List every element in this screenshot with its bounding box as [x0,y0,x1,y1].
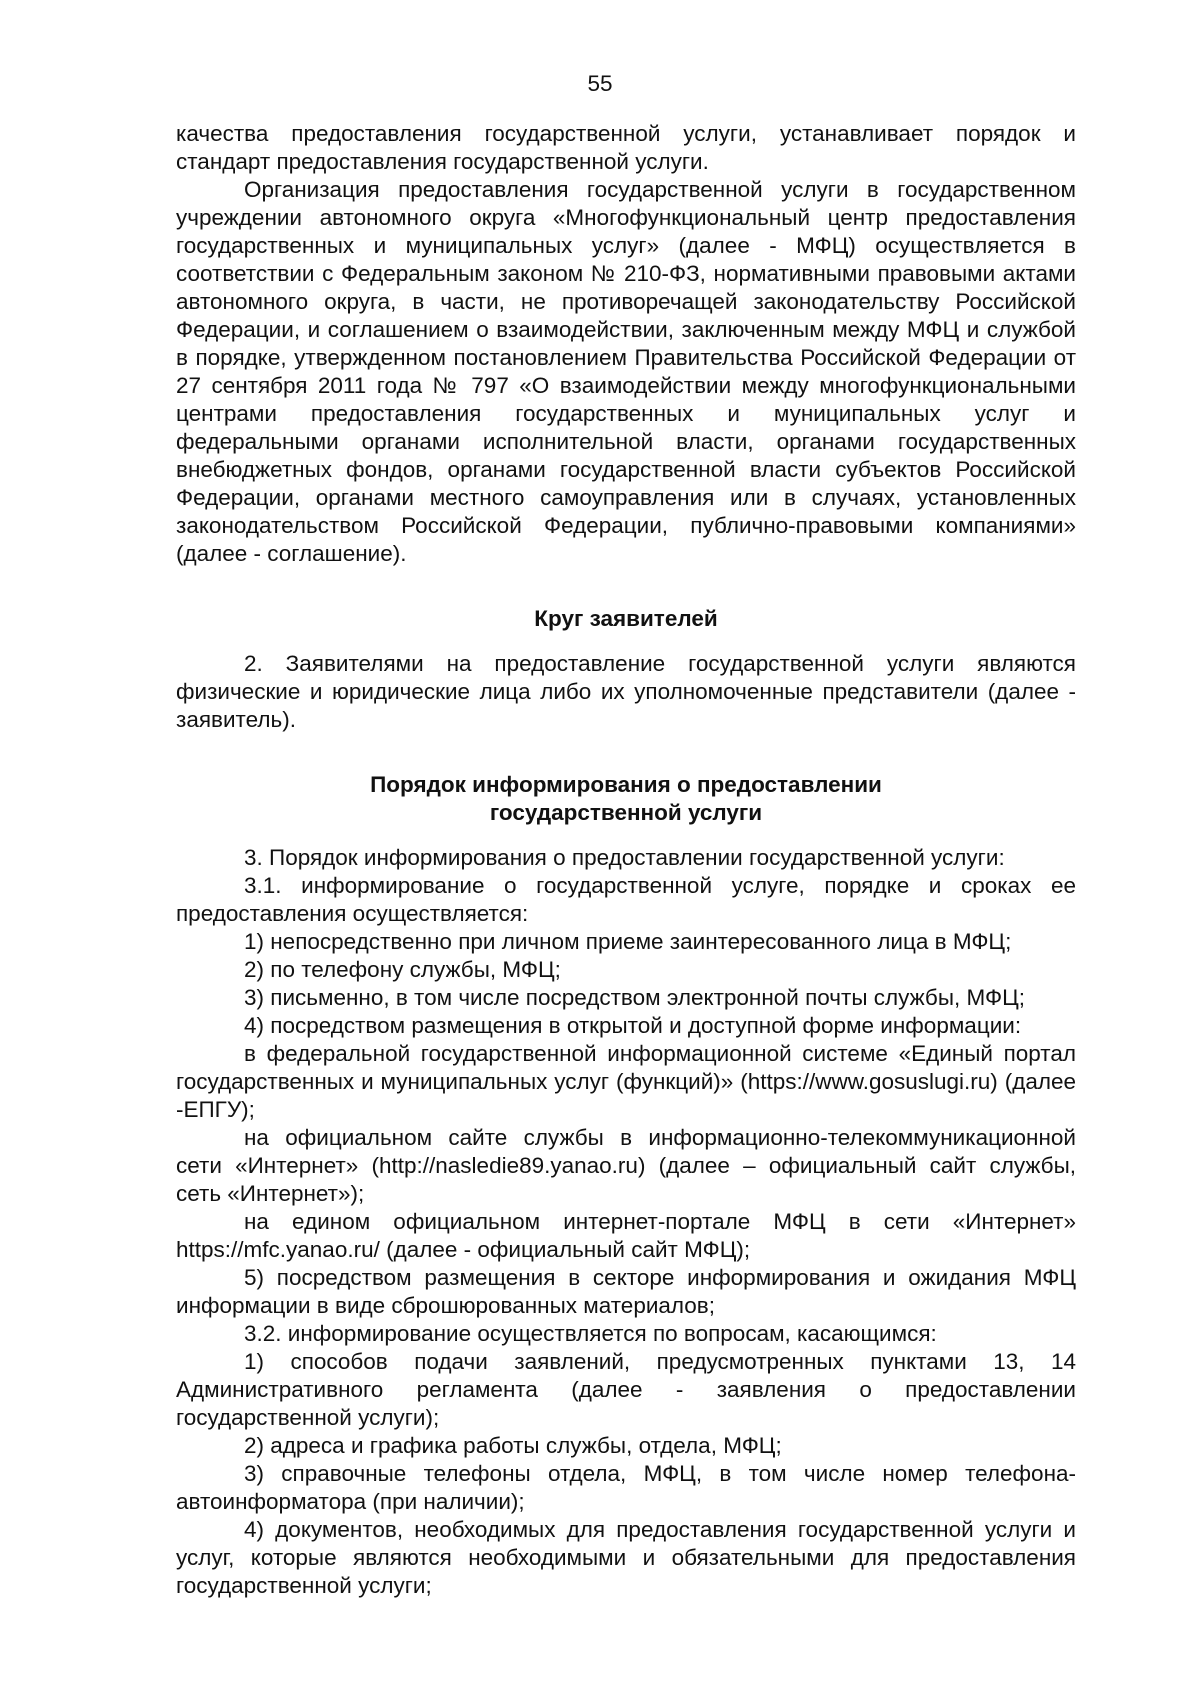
list-item-3-1-3: 3) письменно, в том числе посредством электронной почты службы, МФЦ; [244,985,1025,1010]
list-item-3-1-1: 1) непосредственно при личном приеме заинтересованного лица в МФЦ; [244,929,1012,954]
paragraph-3: 3. Порядок информирования о предоставлении государственной услуги: [244,845,1005,870]
page-number: 55 [587,71,613,96]
paragraph-intro-continuation: качества предоставления государственной услуги, устанавливает порядок и стандарт предоставления государственной услуги. [176,121,1076,174]
list-item-3-1-5: 5) посредством размещения в секторе информирования и ожидания МФЦ информации в виде сброшюрованных материалов; [176,1265,1076,1318]
section-heading-informing-line2: государственной услуги [489,800,763,825]
list-item-3-1-4: 4) посредством размещения в открытой и доступной форме информации: [244,1013,1022,1038]
list-item-epgu: в федеральной государственной информационной системе «Единый портал государственных и муниципальных услуг (функций)» (https://www.gosuslugi.ru) (далее -ЕПГУ); [176,1041,1076,1122]
section-heading-applicants: Круг заявителей [534,606,718,631]
page-content [176,120,1076,1600]
list-item-3-2-2: 2) адреса и графика работы службы, отдела, МФЦ; [244,1433,782,1458]
list-item-3-2-3: 3) справочные телефоны отдела, МФЦ, в том числе номер телефона-автоинформатора (при наличии); [176,1461,1076,1514]
list-item-3-1-2: 2) по телефону службы, МФЦ; [244,957,561,982]
list-item-mfc-portal: на едином официальном интернет-портале МФЦ в сети «Интернет» https://mfc.yanao.ru/ (далее - официальный сайт МФЦ); [176,1209,1076,1262]
paragraph-mfc-organization: Организация предоставления государственной услуги в государственном учреждении автономного округа «Многофункциональный центр предоставления государственных и муниципальных услуг» (далее - МФЦ) осуществляется в соответствии с Федеральным законом № 210-ФЗ, нормативными правовыми актами автономного округа, в части, не противоречащей законодательству Российской Федерации, и соглашением о взаимодействии, заключенным между МФЦ и службой в порядке, утвержденном постановлением Правительства Российской Федерации от 27 сентября 2011 года № 797 «О взаимодействии между многофункциональными центрами предоставления государственных и муниципальных услуг и федеральными органами исполнительной власти, органами государственных внебюджетных фондов, органами государственной власти субъектов Российской Федерации, органами местного самоуправления или в случаях, установленных законодательством Российской Федерации, публично-правовыми компаниями» (далее - соглашение). [176,177,1076,566]
list-item-official-site: на официальном сайте службы в информационно-телекоммуникационной сети «Интернет» (http://nasledie89.yanao.ru) (далее – официальный сайт службы, сеть «Интернет»); [176,1125,1076,1206]
section-heading-informing-line1: Порядок информирования о предоставлении [370,772,882,797]
list-item-3-2-1: 1) способов подачи заявлений, предусмотренных пунктами 13, 14 Административного регламента (далее - заявления о предоставлении государственной услуги); [176,1349,1076,1430]
section-heading-informing [176,771,1076,827]
list-item-3-2-4: 4) документов, необходимых для предоставления государственной услуги и услуг, которые являются необходимыми и обязательными для предоставления государственной услуги; [176,1517,1076,1598]
paragraph-3-2: 3.2. информирование осуществляется по вопросам, касающимся: [244,1321,937,1346]
paragraph-applicants: 2. Заявителями на предоставление государственной услуги являются физические и юридические лица либо их уполномоченные представители (далее - заявитель). [176,651,1076,732]
paragraph-3-1: 3.1. информирование о государственной услуге, порядке и сроках ее предоставления осуществляется: [176,873,1076,926]
